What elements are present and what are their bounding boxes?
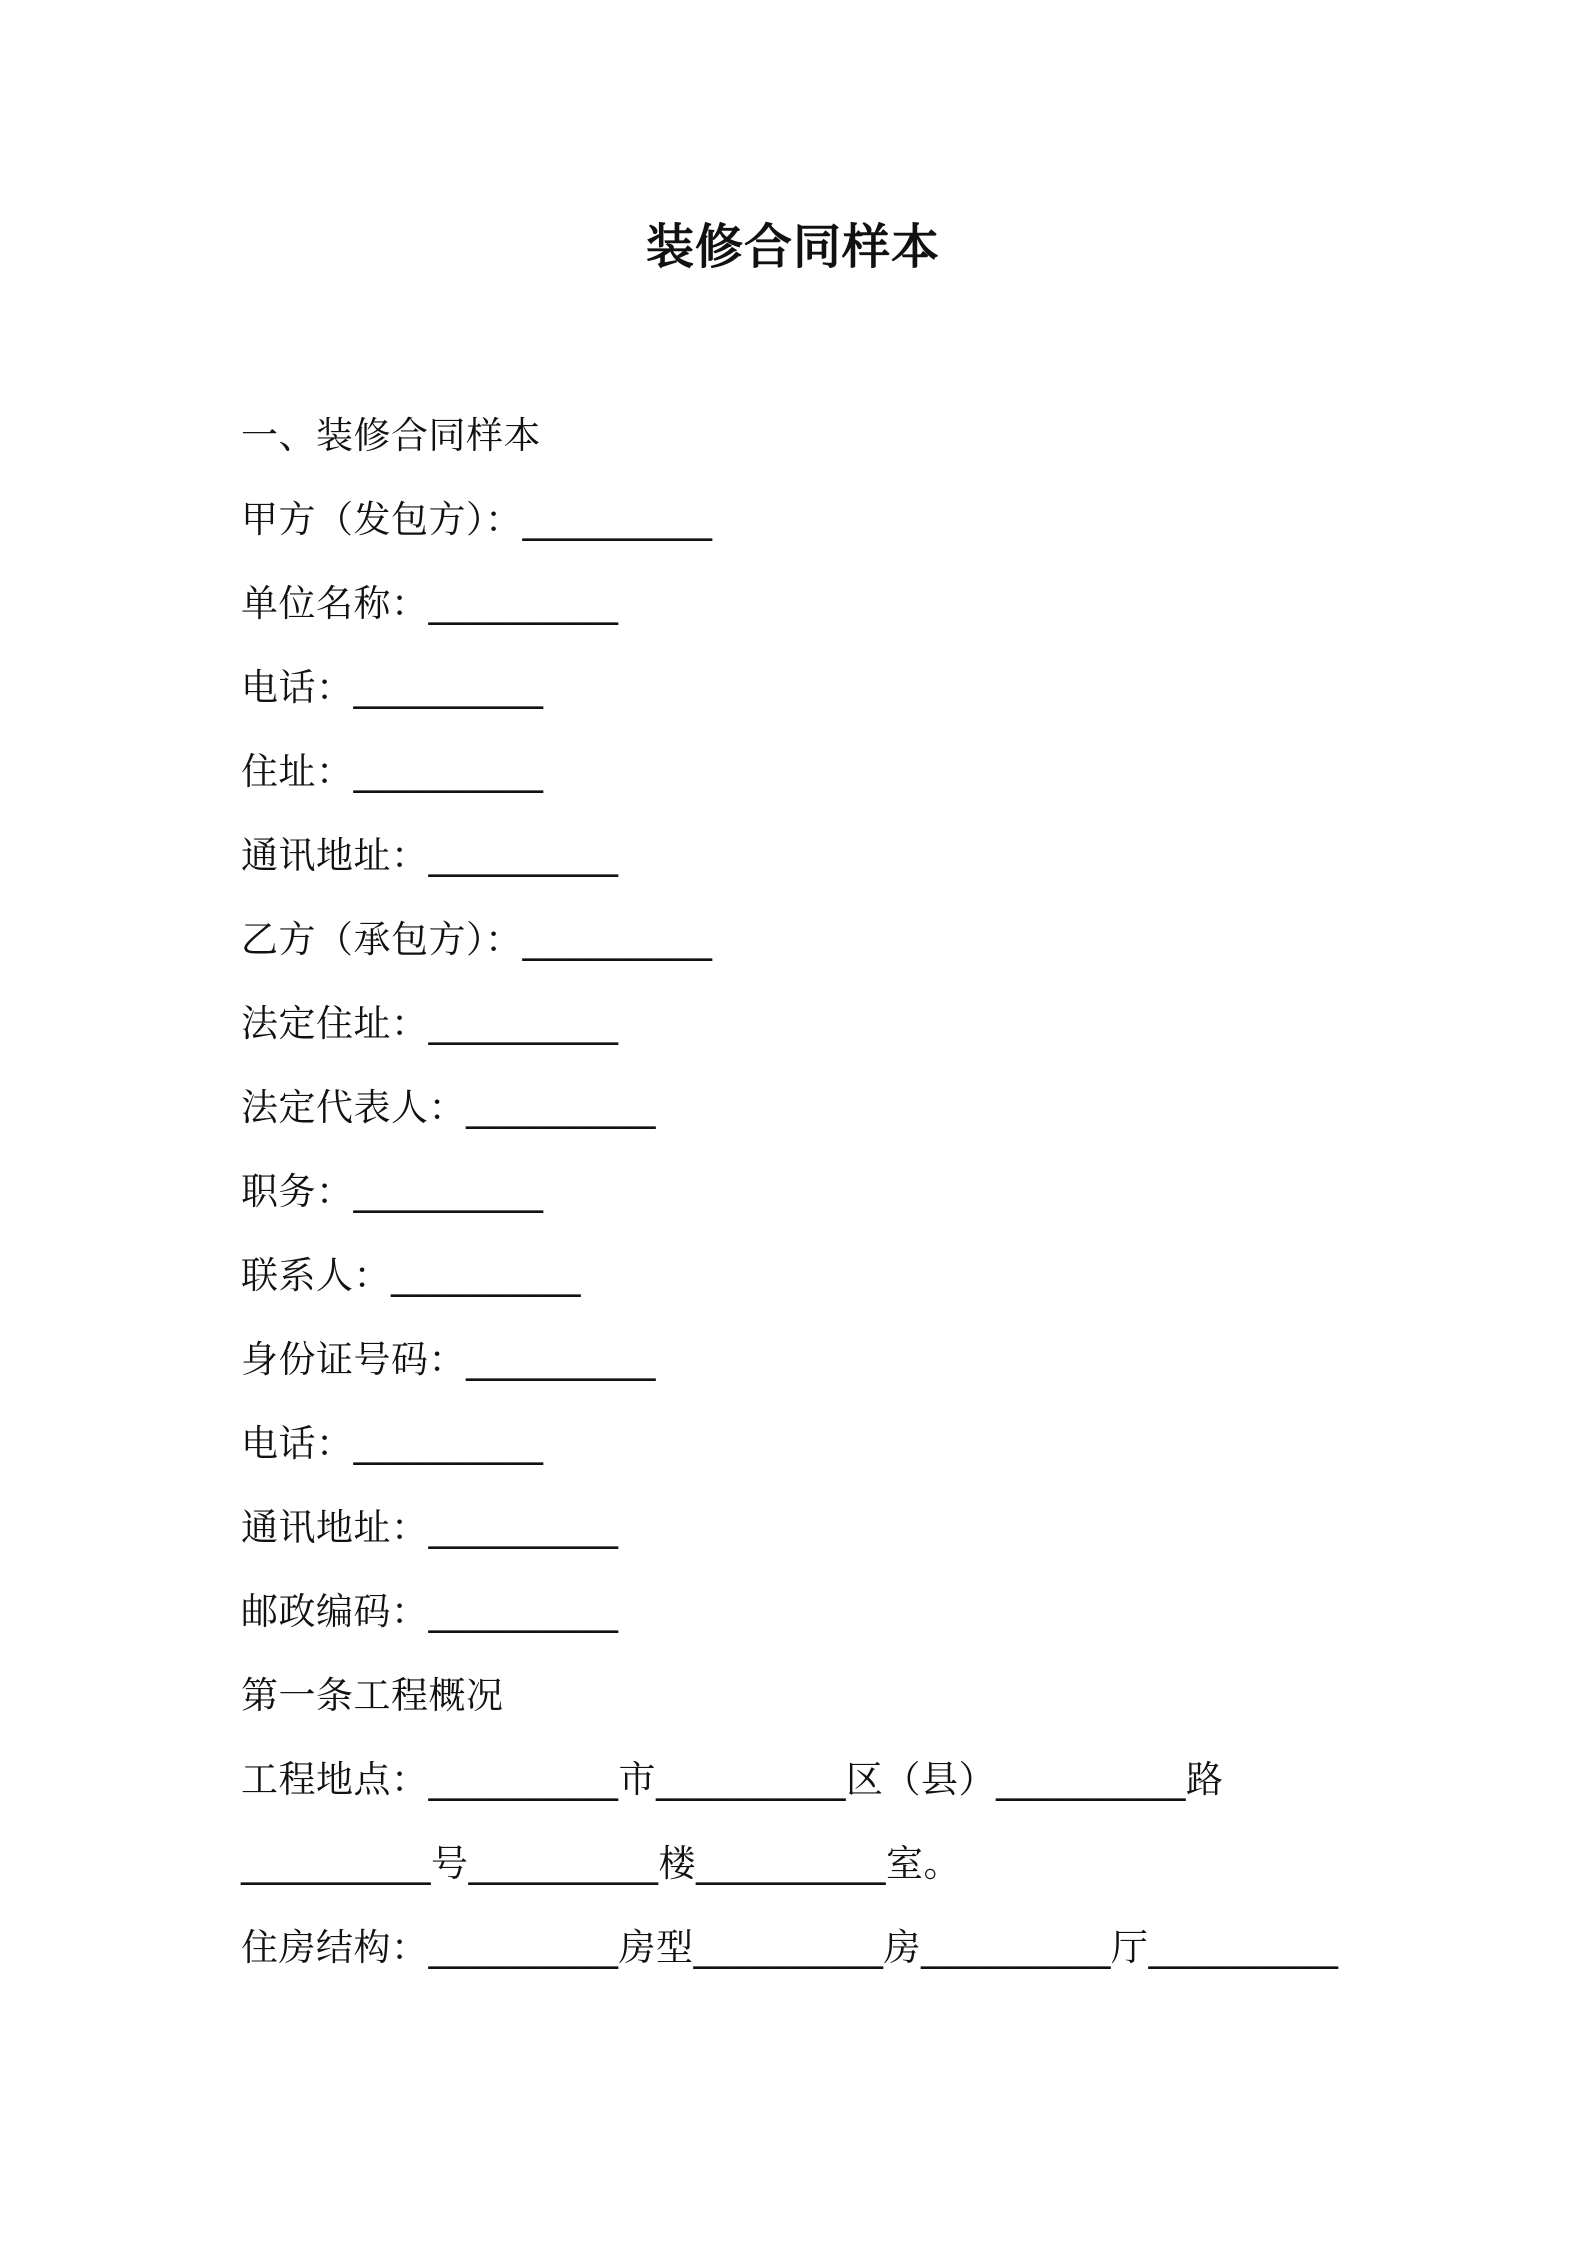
section-heading: 一、装修合同样本	[241, 414, 541, 457]
party-b-postal-code-line: 邮政编码：__________	[241, 1590, 619, 1633]
housing-structure-line: 住房结构：__________房型__________房__________厅__________	[241, 1926, 1339, 1969]
party-b-id-number-line: 身份证号码：__________	[241, 1338, 656, 1381]
project-location-line: 工程地点：__________市__________区（县）__________路	[241, 1758, 1224, 1801]
party-a-mailing-address-line: 通讯地址：__________	[241, 834, 619, 877]
party-b-phone-line: 电话：__________	[241, 1422, 544, 1465]
party-a-line: 甲方（发包方）：__________	[241, 498, 713, 541]
party-a-phone-line: 电话：__________	[241, 666, 544, 709]
party-a-company-line: 单位名称：__________	[241, 582, 619, 625]
party-b-position-line: 职务：__________	[241, 1170, 544, 1213]
party-b-contact-line: 联系人：__________	[241, 1254, 581, 1297]
party-b-legal-address-line: 法定住址：__________	[241, 1002, 619, 1045]
document-title: 装修合同样本	[645, 219, 940, 275]
party-b-line: 乙方（承包方）：__________	[241, 918, 713, 961]
article-one-heading: 第一条工程概况	[241, 1674, 504, 1717]
party-b-mailing-address-line: 通讯地址：__________	[241, 1506, 619, 1549]
project-location-line-continued: __________号__________楼__________室。	[241, 1842, 961, 1885]
party-b-legal-rep-line: 法定代表人：__________	[241, 1086, 656, 1129]
document-body	[241, 408, 1391, 2004]
party-a-address-line: 住址：__________	[241, 750, 544, 793]
